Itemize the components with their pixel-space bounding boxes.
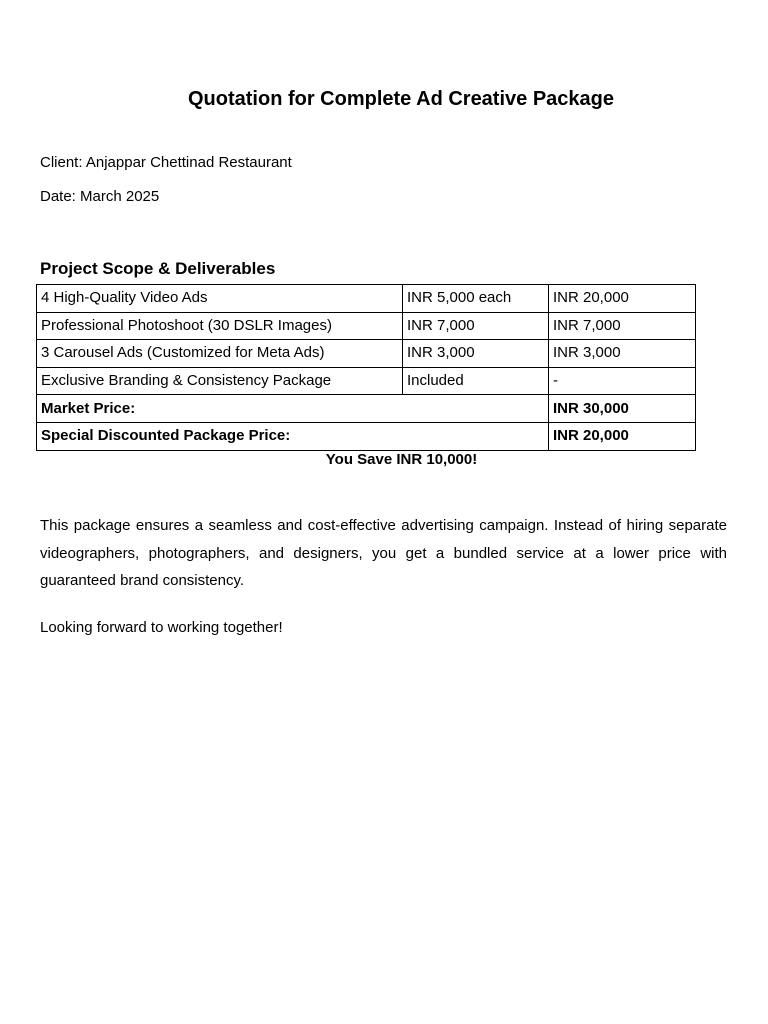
market-price-row — [37, 395, 696, 423]
discounted-price-row — [37, 422, 696, 450]
document-title: Quotation for Complete Ad Creative Package — [187, 88, 614, 110]
item-cell: 4 High-Quality Video Ads — [37, 285, 403, 313]
section-heading-scope: Project Scope & Deliverables — [40, 259, 276, 278]
body-paragraph: This package ensures a seamless and cost-effective advertising campaign. Instead of hiring separate videographers, photographers, and designers, you get a bundled service at a lower price with guaranteed brand consistency. — [40, 517, 727, 590]
table-row — [37, 312, 696, 340]
client-line: Client: Anjappar Chettinad Restaurant — [40, 154, 292, 171]
savings-text: You Save INR 10,000! — [325, 451, 478, 468]
scope-table — [36, 284, 696, 451]
item-cell: Exclusive Branding & Consistency Package — [37, 367, 403, 395]
market-price-value: INR 30,000 — [549, 395, 696, 423]
discounted-price-label: Special Discounted Package Price: — [37, 422, 549, 450]
item-cell: 3 Carousel Ads (Customized for Meta Ads) — [37, 340, 403, 368]
discounted-price-value: INR 20,000 — [549, 422, 696, 450]
unit-price-cell: INR 5,000 each — [403, 285, 549, 313]
unit-price-cell: INR 3,000 — [403, 340, 549, 368]
total-cell: INR 20,000 — [549, 285, 696, 313]
item-cell: Professional Photoshoot (30 DSLR Images) — [37, 312, 403, 340]
closing-line: Looking forward to working together! — [40, 619, 283, 636]
table-row — [37, 367, 696, 395]
unit-price-cell: INR 7,000 — [403, 312, 549, 340]
total-cell: - — [549, 367, 696, 395]
total-cell: INR 7,000 — [549, 312, 696, 340]
market-price-label: Market Price: — [37, 395, 549, 423]
date-line: Date: March 2025 — [40, 188, 160, 205]
table-row — [37, 285, 696, 313]
unit-price-cell: Included — [403, 367, 549, 395]
total-cell: INR 3,000 — [549, 340, 696, 368]
table-row — [37, 340, 696, 368]
